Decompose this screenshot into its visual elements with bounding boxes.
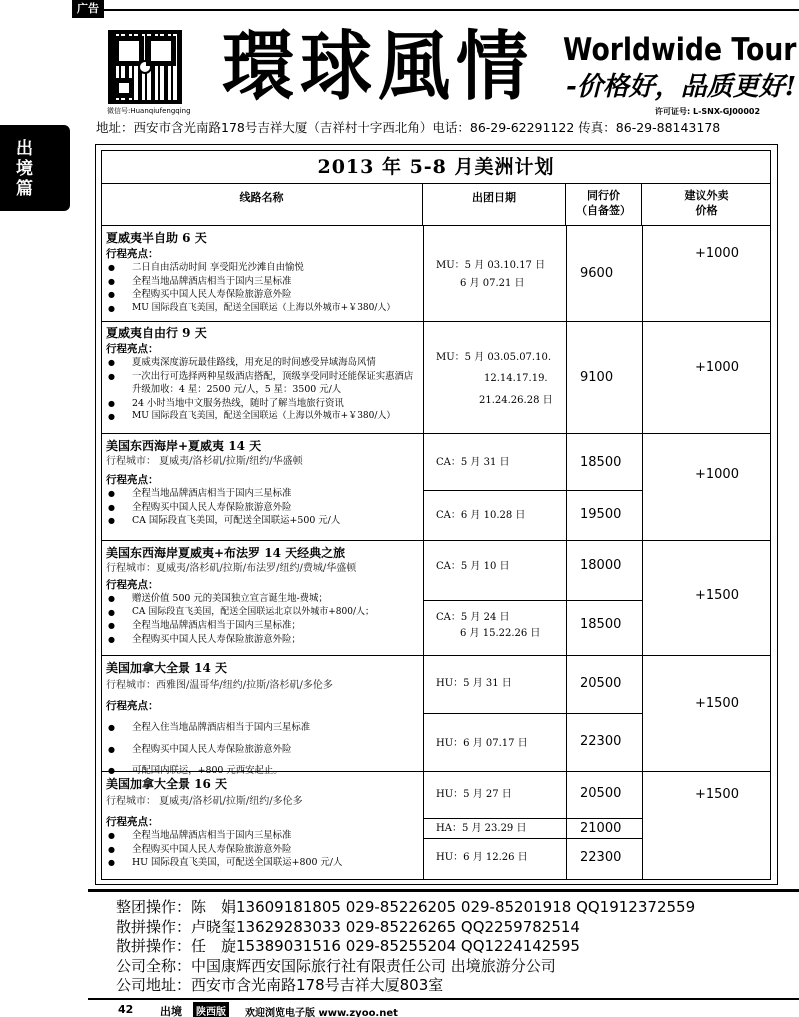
suggested-price: +1000 (695, 467, 739, 482)
highlight-item: ● 全程入住当地品牌酒店相当于国内三星标准 (106, 721, 421, 735)
brand-logo-cn: 環球風情 (222, 21, 535, 111)
side-tab-char: 篇 (16, 179, 33, 199)
departure-date: 12.14.17.19. (484, 373, 548, 384)
highlight-item: ● 可配国内联运，+800 元西安起止。 (106, 764, 421, 778)
top-rule (104, 9, 799, 11)
table-row (106, 229, 421, 315)
peer-price: 18500 (580, 455, 622, 470)
col-divider (566, 226, 567, 880)
highlight-item: ● 全程购买中国人民人寿保险旅游意外险； (106, 633, 421, 647)
row-divider (101, 540, 771, 541)
table-row (106, 775, 421, 870)
departure-date: CA：5 月 10 日 (436, 561, 510, 572)
highlight-label: 行程亮点： (106, 474, 159, 486)
col-divider (423, 226, 424, 880)
route-name: 美国加拿大全景 16 天 (106, 777, 228, 791)
peer-price: 19500 (580, 507, 622, 522)
highlight-item: ● 24 小时当地中文服务热线，随时了解当地旅行资讯 (106, 397, 421, 411)
subrow-divider (423, 838, 642, 839)
departure-date: HU：5 月 31 日 (436, 678, 512, 689)
highlight-item: ● 全程当地品牌酒店相当于国内三星标准 (106, 487, 421, 501)
highlight-item: ● 全程购买中国人民人寿保险旅游意外险 (106, 743, 421, 757)
license-number: 许可证号: L-SNX-GJ00002 (655, 107, 761, 116)
footer-line: 整团操作：陈 娟13609181805 029-85226205 029-85201918 QQ1912372559 (116, 898, 696, 916)
suggested-price: +1000 (695, 360, 739, 375)
slogan: -价格好，品质更好! (566, 72, 797, 102)
peer-price: 22300 (580, 734, 622, 749)
wechat-id: 微信号:Huanqiufengqing (107, 107, 191, 115)
highlight-label: 行程亮点： (106, 700, 159, 712)
peer-price: 18000 (580, 558, 622, 573)
contact-line: 地址：西安市含光南路178号吉祥大厦（吉祥村十字西北角）电话：86-29-62291122 传真：86-29-88143178 (96, 120, 721, 135)
highlight-item: ● 一次出行可选择两种星级酒店搭配，顶级享受同时还能保证实惠酒店升级加收：4 星：2500 元/人，5 星：3500 元/人 (106, 370, 421, 397)
suggested-price: +1500 (695, 696, 739, 711)
footer-line: 散拼操作：任 旋15389031516 029-85255204 QQ1224142595 (116, 937, 580, 955)
section-label: 出境 (160, 1005, 182, 1017)
highlight-item: ● 全程当地品牌酒店相当于国内三星标准 (106, 275, 421, 289)
departure-date: MU：5 月 03.05.07.10. (436, 352, 551, 363)
trip-cities: 行程城市： 夏威夷/洛杉矶/拉斯/纽约/多伦多 (106, 796, 303, 807)
highlight-item: ● 全程购买中国人民人寿保险旅游意外险 (106, 288, 421, 302)
edition-badge: 陕西版 (193, 1002, 229, 1017)
subrow-divider (423, 490, 642, 491)
highlight-label: 行程亮点： (106, 248, 159, 260)
table-title: 2013 年 5-8 月美洲计划 (101, 150, 771, 184)
suggested-price: +1000 (695, 246, 739, 261)
highlight-label: 行程亮点： (106, 579, 159, 591)
table-row (106, 324, 421, 424)
row-divider (101, 433, 771, 434)
highlight-item: ● 赠送价值 500 元的美国独立宣言诞生地-费城； (106, 592, 421, 606)
page-number: 42 (118, 1003, 134, 1016)
footer-rule (88, 889, 799, 892)
header-suggest-price: 建议外卖 价格 (642, 184, 771, 226)
departure-date: 6 月 15.22.26 日 (460, 628, 541, 639)
departure-date: HA：5 月 23.29 日 (436, 823, 527, 834)
highlight-item: ● 全程购买中国人民人寿保险旅游意外险 (106, 843, 421, 857)
highlight-item: ● MU 国际段直飞美国，配送全国联运（上海以外城市+￥380/人） (106, 302, 421, 316)
departure-date: HU：5 月 27 日 (436, 789, 512, 800)
qr-code-icon (108, 30, 182, 104)
highlight-label: 行程亮点： (106, 816, 159, 828)
departure-date: 21.24.26.28 日 (479, 395, 553, 406)
highlight-item: ● MU 国际段直飞美国，配送全国联运（上海以外城市+￥380/人） (106, 410, 421, 424)
subrow-divider (423, 600, 642, 601)
highlight-item: ● CA 国际段直飞美国，配送全国联运北京以外城市+800/人； (106, 606, 421, 620)
trip-cities: 行程城市：夏威夷/洛杉矶/拉斯/布法罗/纽约/费城/华盛顿 (106, 563, 357, 574)
website-link[interactable]: 欢迎浏览电子版 www.zyoo.net (245, 1008, 398, 1017)
peer-price: 22300 (580, 850, 622, 865)
trip-cities: 行程城市： 夏威夷/洛杉矶/拉斯/纽约/华盛顿 (106, 456, 303, 467)
footer-line: 公司地址：西安市含光南路178号吉祥大厦803室 (116, 976, 444, 994)
departure-date: 6 月 07.21 日 (460, 278, 525, 289)
route-name: 夏威夷半自助 6 天 (106, 231, 207, 245)
departure-date: MU：5 月 03.10.17 日 (436, 260, 546, 271)
route-name: 美国加拿大全景 14 天 (106, 661, 228, 675)
footer-line: 公司全称：中国康辉西安国际旅行社有限责任公司 出境旅游分公司 (116, 956, 556, 975)
highlight-item: ● 全程当地品牌酒店相当于国内三星标准； (106, 619, 421, 633)
col-divider (642, 226, 643, 880)
footer-line: 散拼操作：卢晓玺13629283033 029-85226265 QQ2259782514 (116, 917, 580, 936)
side-tab-char: 出 (16, 139, 33, 159)
ad-tag: 广告 (72, 0, 104, 18)
highlight-item: ● 全程当地品牌酒店相当于国内三星标准 (106, 829, 421, 843)
suggested-price: +1500 (695, 787, 739, 802)
highlight-item: ● 二日自由活动时间 享受阳光沙滩自由愉悦 (106, 261, 421, 275)
bottom-rule (88, 998, 799, 1000)
peer-price: 20500 (580, 676, 622, 691)
header-route: 线路名称 (101, 184, 423, 226)
table-row (106, 437, 421, 528)
header-date: 出团日期 (423, 184, 566, 226)
route-name: 美国东西海岸夏威夷+布法罗 14 天经典之旅 (106, 546, 346, 560)
brand-logo-en: Worldwide Tour (563, 32, 797, 68)
side-tab-char: 境 (16, 159, 33, 179)
highlight-label: 行程亮点： (106, 343, 159, 355)
route-name: 夏威夷自由行 9 天 (106, 326, 207, 340)
table-row (106, 544, 421, 646)
trip-cities: 行程城市：西雅图/温哥华/纽约/拉斯/洛杉矶/多伦多 (106, 680, 333, 691)
peer-price: 20500 (580, 786, 622, 801)
departure-date: CA：5 月 24 日 (436, 612, 510, 623)
peer-price: 9600 (580, 266, 614, 281)
peer-price: 18500 (580, 617, 622, 632)
section-side-tab (0, 125, 70, 211)
highlight-item: ● 夏威夷深度游玩最佳路线，用充足的时间感受异域海岛风情 (106, 356, 421, 370)
peer-price: 21000 (580, 821, 622, 836)
departure-date: HU：6 月 07.17 日 (436, 738, 528, 749)
subrow-divider (423, 818, 642, 819)
contact-footer (116, 898, 695, 996)
suggested-price: +1500 (695, 588, 739, 603)
subrow-divider (423, 713, 642, 714)
route-name: 美国东西海岸+夏威夷 14 天 (106, 439, 262, 453)
table-row (106, 659, 421, 778)
row-divider (101, 655, 771, 656)
departure-date: HU：6 月 12.26 日 (436, 852, 528, 863)
row-divider (101, 321, 771, 322)
peer-price: 9100 (580, 370, 614, 385)
departure-date: CA：5 月 31 日 (436, 457, 510, 468)
departure-date: CA：6 月 10.28 日 (436, 510, 526, 521)
highlight-item: ● CA 国际段直飞美国，可配送全国联运+500 元/人 (106, 514, 421, 528)
header-peer-price: 同行价 （自备签） (566, 184, 642, 226)
highlight-item: ● HU 国际段直飞美国，可配送全国联运+800 元/人 (106, 856, 421, 870)
highlight-item: ● 全程购买中国人民人寿保险旅游意外险 (106, 501, 421, 515)
